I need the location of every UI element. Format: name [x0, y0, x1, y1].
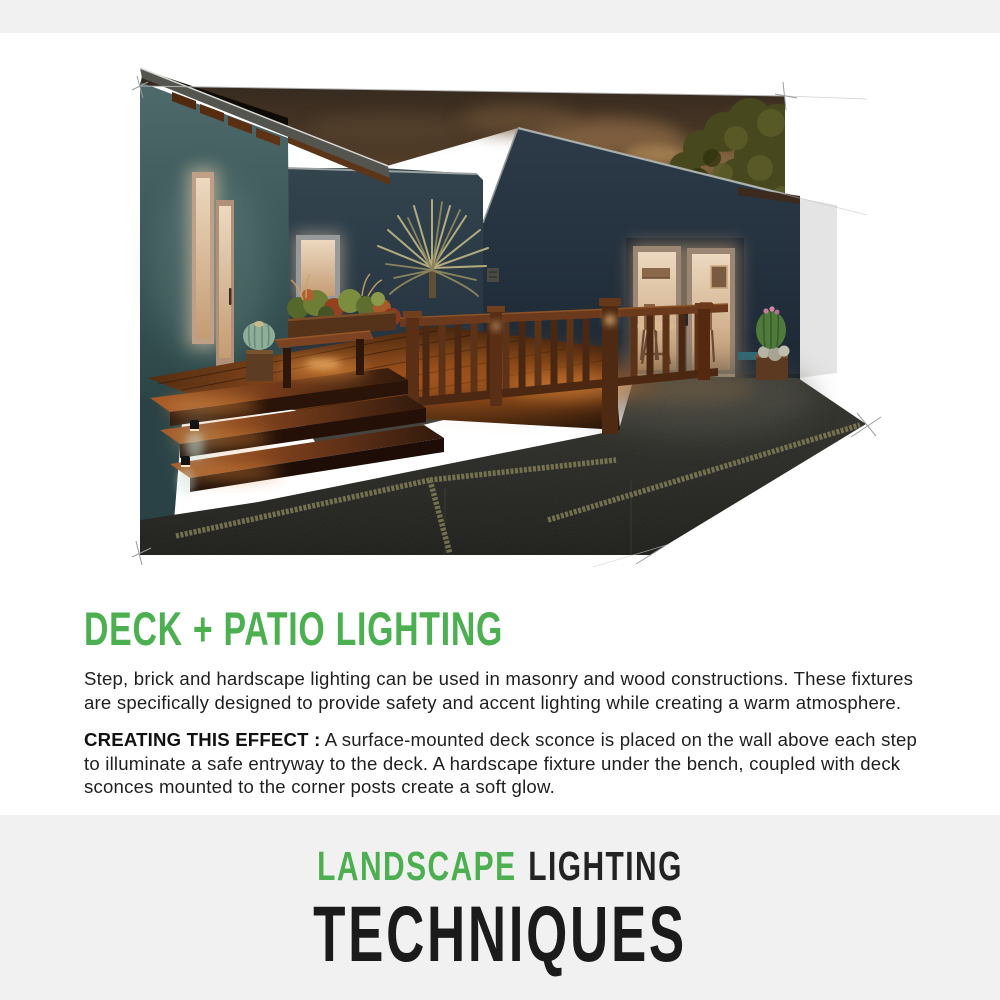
effect-paragraph	[84, 728, 924, 799]
effect-text: A surface-mounted deck sconce is placed on the wall above each step to illuminate a safe entryway to the deck. A hardscape fixture under the bench, coupled with deck sconces mounted to the corner posts create a soft glow.	[84, 729, 918, 798]
post-sconce-light	[605, 315, 615, 325]
brand-word-lighting: LIGHTING	[528, 843, 683, 889]
left-glass-door	[216, 200, 234, 382]
page-title: DECK + PATIO LIGHTING	[84, 602, 504, 655]
step-light-glow	[164, 398, 260, 414]
door-handle	[229, 288, 231, 305]
top-gray-band	[0, 0, 1000, 33]
pincushion-cactus-pot	[243, 321, 275, 381]
series-title: TECHNIQUES	[313, 889, 687, 978]
effect-label: CREATING THIS EFFECT :	[84, 729, 321, 751]
footer-band	[0, 815, 1000, 1000]
deck-patio-night-illustration	[138, 68, 868, 568]
post-sconce-light	[492, 322, 500, 330]
brand-word-landscape: LANDSCAPE	[317, 843, 517, 889]
side-wall-gray-band	[798, 198, 837, 378]
intro-paragraph: Step, brick and hardscape lighting can be used in masonry and wood constructions. These fixtures are specifically designed to provide safety and accent lighting while creating a warm atmosphere.	[84, 668, 914, 713]
content-section	[84, 602, 924, 813]
brand-line	[135, 843, 865, 889]
left-window	[192, 172, 214, 344]
